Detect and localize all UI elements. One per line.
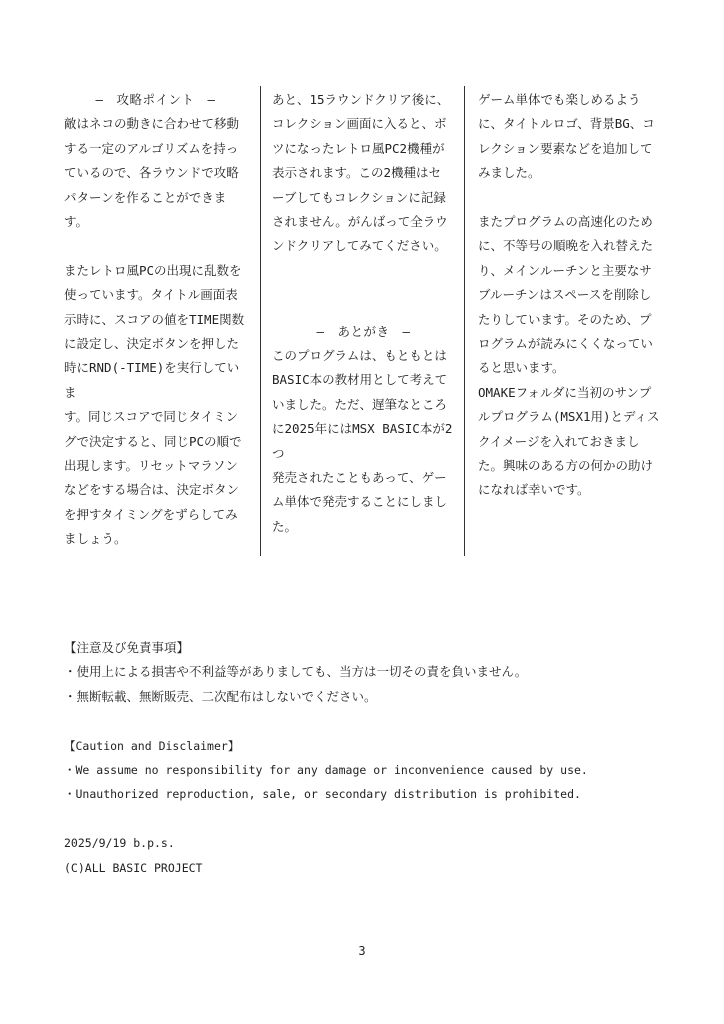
column-divider — [260, 86, 261, 556]
column-divider — [464, 86, 465, 556]
disclaimer-item-jp: ・無断転載、無断販売、二次配布はしないでください。 — [64, 688, 377, 704]
hidden-pc-paragraph: あと、15ラウンドクリア後に、 コレクション画面に入ると、ボ ツになったレトロ風PC2機種が 表示されます。この2機種はセ ーブしてもコレクションに記録 されません。がんばって全ラウ ンドクリアしてみてください。 — [272, 92, 450, 254]
column-2 — [272, 88, 455, 539]
disclaimer-item-jp: ・使用上による損害や不利益等がありましても、当方は一切その責を負いません。 — [64, 664, 528, 680]
strategy-paragraph-2: またレトロ風PCの出現に乱数を 使っています。タイトル画面表 示時に、スコアの値をTIME関数 に設定し、決定ボタンを押した 時にRND(-TIME)を実行していま す。同じスコアで同じタイミン グで決定すると、同じPCの順で 出現します。リセットマラソン などをする場合は、決定ボタン を押すタイミングをずらしてみ ましょう。 — [64, 262, 245, 547]
disclaimer-title-jp: 【注意及び免責事項】 — [64, 640, 190, 655]
disclaimer-item-en: ・Unauthorized reproduction, sale, or secondary distribution is prohibited. — [64, 787, 581, 802]
strategy-paragraph-1: 敵はネコの動きに合わせて移動 する一定のアルゴリズムを持っ ているので、各ラウンドで攻略 パターンを作ることができま す。 — [64, 116, 240, 230]
afterword-paragraph-1: このプログラムは、もともとは BASIC本の教材用として考えて いました。ただ、遅筆なところ に2025年にはMSX BASIC本が2つ 発売されたこともあって、ゲー ム単体で発売することにしまし た。 — [272, 348, 453, 534]
afterword-paragraph-2: ゲーム単体でも楽しめるよう に、タイトルロゴ、背景BG、コ レクション要素などを追加して みました。 — [478, 92, 655, 181]
afterword-heading: — あとがき — — [316, 323, 411, 339]
afterword-paragraph-4: OMAKEフォルダに当初のサンプ ルプログラム(MSX1用)とディス クイメージを入れておきまし た。興味のある方の何かの助け になれば幸いです。 — [478, 384, 660, 498]
page-number: 3 — [358, 944, 366, 958]
disclaimer-section — [64, 636, 664, 880]
strategy-heading: — 攻略ポイント — — [95, 92, 216, 107]
disclaimer-title-en: 【Caution and Disclaimer】 — [64, 738, 240, 753]
column-3 — [478, 88, 661, 503]
copyright: (C)ALL BASIC PROJECT — [64, 860, 203, 875]
disclaimer-item-en: ・We assume no responsibility for any damage or inconvenience caused by use. — [64, 763, 588, 778]
afterword-paragraph-3: またプログラムの高速化のため に、不等号の順晩を入れ替えた り、メインルーチンと主要なサ ブルーチンはスペースを削除し たりしています。そのため、プ ログラムが読みにくくなってい ると思います。 — [478, 214, 654, 376]
column-1 — [64, 88, 247, 552]
release-date: 2025/9/19 b.p.s. — [64, 836, 175, 851]
